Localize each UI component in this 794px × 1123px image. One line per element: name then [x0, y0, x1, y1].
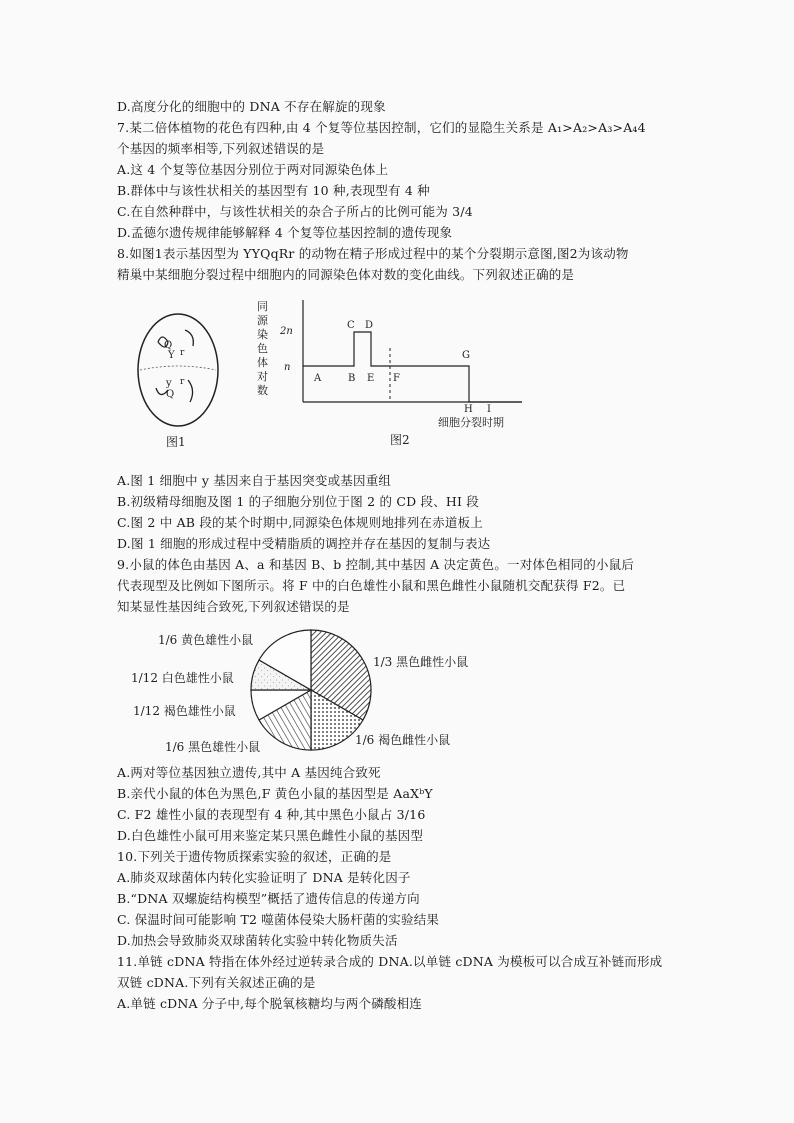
y-label-char: 体 [257, 356, 268, 369]
q9-stem-line1: 9.小鼠的体色由基因 A、a 和基因 B、b 控制,其中基因 A 决定黄色。一对体色相同的小鼠后 [117, 557, 635, 572]
q10-option-b: B.“DNA 双螺旋结构模型”概括了遗传信息的传递方向 [117, 891, 420, 906]
pie-label-black-male: 1/6 黑色雄性小鼠 [165, 740, 261, 754]
y-label-char: 数 [257, 384, 268, 397]
figure-1-caption: 图1 [166, 435, 186, 449]
q10-option-d: D.加热会导致肺炎双球菌转化实验中转化物质失活 [117, 933, 398, 948]
q10-option-c: C. 保温时间可能影响 T2 噬菌体侵染大肠杆菌的实验结果 [117, 912, 440, 927]
homolog-pair-curve [303, 332, 522, 402]
q10-option-a: A.肺炎双球菌体内转化实验证明了 DNA 是转化因子 [117, 870, 411, 885]
figure-1-cell-diagram [130, 300, 230, 460]
point-label-h: H [464, 404, 473, 415]
y-label-char: 对 [257, 370, 268, 383]
point-label-a: A [314, 373, 322, 384]
q8-option-c: C.图 2 中 AB 段的某个时期中,同源染色体规则地排列在赤道板上 [117, 515, 483, 530]
q8-option-a: A.图 1 细胞中 y 基因来自于基因突变或基因重组 [117, 473, 392, 488]
figure-2-caption: 图2 [390, 433, 410, 447]
gene-label: r [180, 348, 185, 358]
gene-label: Y [168, 350, 175, 361]
q9-option-c: C. F2 雄性小鼠的表现型有 4 种,其中黑色小鼠占 3/16 [117, 807, 426, 822]
q9-option-a: A.两对等位基因独立遗传,其中 A 基因纯合致死 [117, 765, 381, 780]
q7-option-b: B.群体中与该性状相关的基因型有 10 种,表现型有 4 种 [117, 183, 430, 198]
pie-label-white-male: 1/12 白色雄性小鼠 [131, 671, 234, 685]
pie-slices [251, 630, 371, 750]
q6-option-d: D.高度分化的细胞中的 DNA 不存在解旋的现象 [117, 99, 386, 114]
point-label-d: D [365, 320, 374, 331]
cell-membrane [138, 314, 218, 426]
q9-option-d: D.白色雄性小鼠可用来鉴定某只黑色雌性小鼠的基因型 [117, 828, 424, 843]
q7-stem-line2: 个基因的频率相等,下列叙述错误的是 [117, 141, 325, 156]
y-tick-n: n [284, 362, 291, 373]
q7-option-c: C.在自然种群中，与该性状相关的杂合子所占的比例可能为 3/4 [117, 204, 473, 219]
gene-label: r [180, 377, 185, 387]
y-axis-label [257, 300, 269, 397]
point-label-c: C [347, 320, 355, 331]
x-axis-label: 细胞分裂时期 [438, 416, 504, 429]
point-label-f: F [393, 373, 400, 384]
gene-label: y [166, 378, 172, 389]
q7-option-a: A.这 4 个复等位基因分别位于两对同源染色体上 [117, 162, 389, 177]
q8-option-b: B.初级精母细胞及图 1 的子细胞分别位于图 2 的 CD 段、HI 段 [117, 494, 480, 509]
chromosome-top-right [185, 330, 193, 346]
q8-option-d: D.图 1 细胞的形成过程中受精脂质的调控并存在基因的复制与表达 [117, 536, 491, 551]
point-label-g: G [462, 350, 470, 361]
q11-stem-line1: 11.单链 cDNA 特指在体外经过逆转录合成的 DNA.以单链 cDNA 为模板可以合成互补链而形成 [117, 954, 663, 969]
figure-2-line-graph [240, 298, 530, 463]
y-tick-2n: 2n [280, 326, 293, 337]
point-label-e: E [367, 373, 375, 384]
y-label-char: 染 [257, 328, 268, 341]
pie-label-brown-female: 1/6 褐色雌性小鼠 [355, 733, 451, 747]
point-label-b: B [348, 373, 356, 384]
q9-stem-line2: 代表现型及比例如下图所示。将 F 中的白色雄性小鼠和黑色雌性小鼠随机交配获得 F2。已 [117, 578, 626, 593]
equator-line [140, 366, 216, 370]
q10-stem: 10.下列关于遗传物质探索实验的叙述，正确的是 [117, 849, 392, 864]
chromosome-bottom-right [188, 380, 193, 402]
y-label-char: 同 [257, 300, 268, 313]
pie-label-yellow-male: 1/6 黄色雄性小鼠 [158, 633, 254, 647]
gene-label: Q [164, 340, 173, 351]
q7-option-d: D.孟德尔遗传规律能够解释 4 个复等位基因控制的遗传现象 [117, 225, 453, 240]
pie-label-brown-male: 1/12 褐色雄性小鼠 [133, 704, 236, 718]
gene-label: Q [166, 389, 175, 400]
q7-stem-line1: 7.某二倍体植物的花色有四种,由 4 个复等位基因控制，它们的显隐生关系是 A₁>A₂>A₃>A₄4 [117, 120, 646, 135]
q9-option-b: B.亲代小鼠的体色为黑色,F 黄色小鼠的基因型是 AaXᵇY [117, 786, 433, 801]
q8-stem-line1: 8.如图1表示基因型为 YYQqRr 的动物在精子形成过程中的某个分裂期示意图,图2为该动物 [117, 246, 629, 261]
offspring-pie-chart [125, 618, 525, 763]
q9-stem-line3: 知某显性基因纯合致死,下列叙述错误的是 [117, 599, 350, 614]
y-label-char: 源 [257, 314, 268, 327]
y-label-char: 色 [257, 342, 268, 355]
q11-stem-line2: 双链 cDNA.下列有关叙述正确的是 [117, 975, 316, 990]
q8-stem-line2: 精巢中某细胞分裂过程中细胞内的同源染色体对数的变化曲线。下列叙述正确的是 [117, 267, 575, 282]
pie-label-black-female: 1/3 黑色雌性小鼠 [373, 655, 469, 669]
q11-option-a: A.单链 cDNA 分子中,每个脱氧核糖均与两个磷酸相连 [117, 996, 423, 1011]
point-label-i: I [487, 404, 491, 415]
